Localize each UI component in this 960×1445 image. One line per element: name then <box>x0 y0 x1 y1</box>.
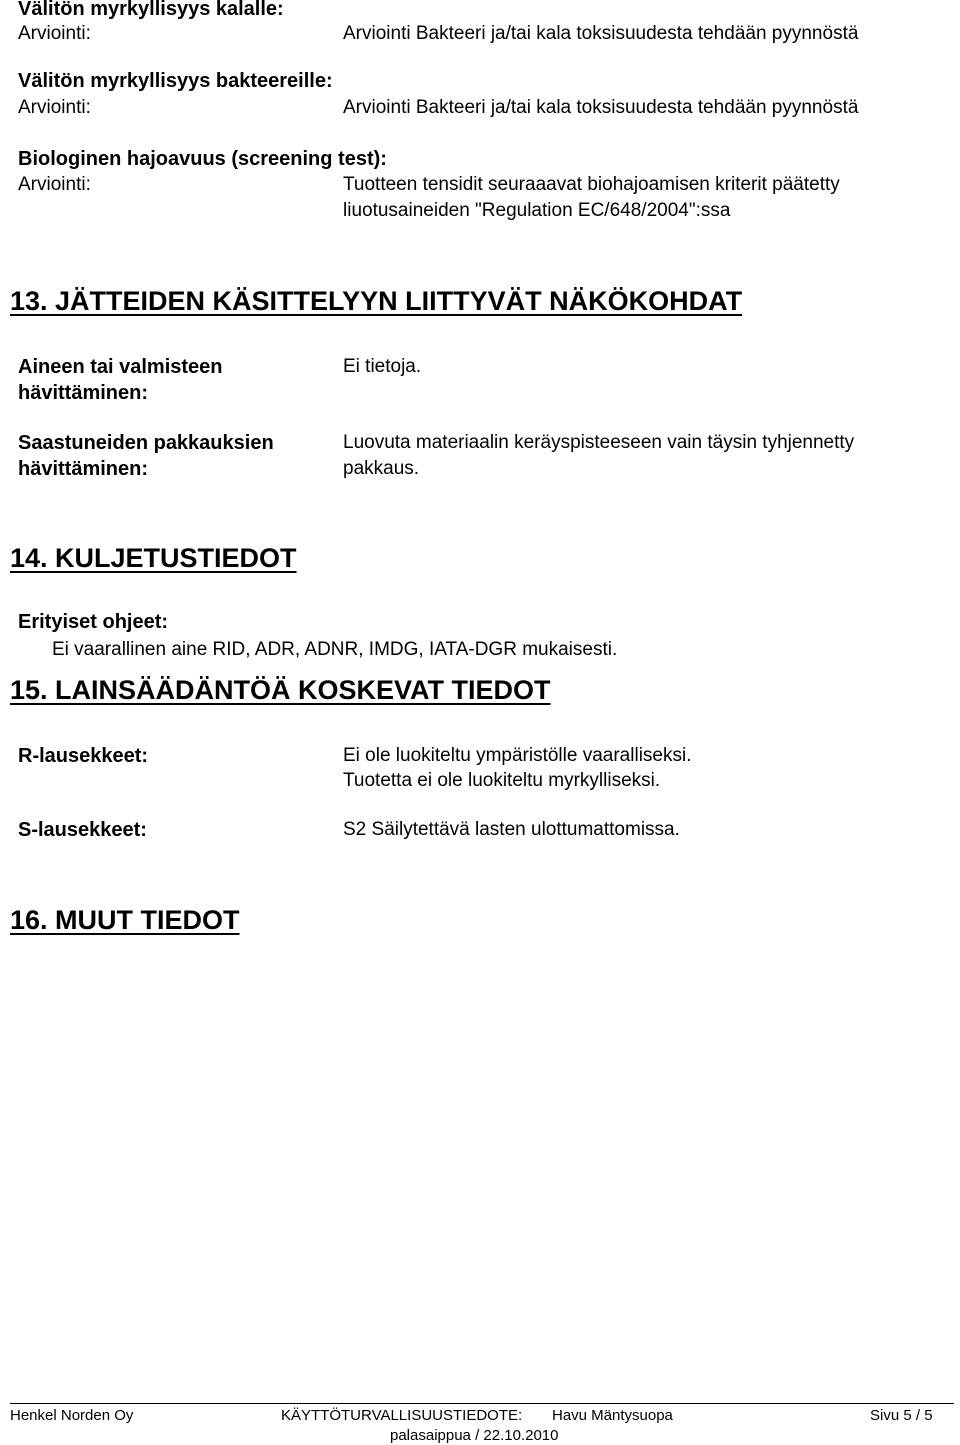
section-16-title: 16. MUUT TIEDOT <box>10 905 240 935</box>
disposal-packaging-value-line1: Luovuta materiaalin keräyspisteeseen vain täysin tyhjennetty <box>343 432 855 453</box>
footer-page-total: 5 <box>924 1407 933 1424</box>
s-phrases-value: S2 Säilytettävä lasten ulottumattomissa. <box>343 819 680 840</box>
biodegradability-label: Arviointi: <box>18 174 91 195</box>
footer-page-number <box>870 1407 933 1425</box>
transport-instructions-text: Ei vaarallinen aine RID, ADR, ADNR, IMDG, IATA-DGR mukaisesti. <box>52 639 618 660</box>
fish-toxicity-value: Arviointi Bakteeri ja/tai kala toksisuudesta tehdään pyynnöstä <box>343 23 859 44</box>
footer-company: Henkel Norden Oy <box>10 1407 134 1424</box>
disposal-packaging-label-line1: Saastuneiden pakkauksien <box>18 432 274 454</box>
s-phrases-label: S-lausekkeet: <box>18 819 147 841</box>
disposal-packaging-value-line2: pakkaus. <box>343 458 420 479</box>
r-phrases-value-line2: Tuotetta ei ole luokiteltu myrkylliseksi. <box>343 770 661 791</box>
disposal-product-value: Ei tietoja. <box>343 356 422 377</box>
r-phrases-value-line1: Ei ole luokiteltu ympäristölle vaaralliseksi. <box>343 745 692 766</box>
r-phrases-label: R-lausekkeet: <box>18 745 149 767</box>
transport-instructions-label: Erityiset ohjeet: <box>18 611 169 633</box>
footer-product-line2: palasaippua / 22.10.2010 <box>390 1427 559 1444</box>
section-14-title: 14. KULJETUSTIEDOT <box>10 543 297 573</box>
fish-toxicity-label: Arviointi: <box>18 23 91 44</box>
disposal-packaging-label-line2: hävittäminen: <box>18 458 149 480</box>
footer-page-label: Sivu <box>870 1407 900 1424</box>
biodegradability-value-line2: liuotusaineiden "Regulation EC/648/2004":ssa <box>343 200 731 221</box>
footer-page-current: 5 <box>903 1407 912 1424</box>
section-15-title: 15. LAINSÄÄDÄNTÖÄ KOSKEVAT TIEDOT <box>10 675 551 705</box>
footer-doc-type: KÄYTTÖTURVALLISUUSTIEDOTE: <box>281 1407 523 1424</box>
footer-product-line1: Havu Mäntysuopa <box>552 1407 673 1424</box>
biodegradability-heading: Biologinen hajoavuus (screening test): <box>18 148 387 170</box>
bacteria-toxicity-value: Arviointi Bakteeri ja/tai kala toksisuudesta tehdään pyynnöstä <box>343 97 859 118</box>
bacteria-toxicity-heading: Välitön myrkyllisyys bakteereille: <box>18 70 333 92</box>
bacteria-toxicity-label: Arviointi: <box>18 97 91 118</box>
disposal-product-label-line1: Aineen tai valmisteen <box>18 356 223 378</box>
footer-divider <box>10 1403 954 1404</box>
biodegradability-value-line1: Tuotteen tensidit seuraaavat biohajoamisen kriterit päätetty <box>343 174 840 195</box>
footer-page-separator: / <box>915 1407 921 1424</box>
fish-toxicity-heading: Välitön myrkyllisyys kalalle: <box>18 0 284 20</box>
disposal-product-label-line2: hävittäminen: <box>18 382 149 404</box>
section-13-title: 13. JÄTTEIDEN KÄSITTELYYN LIITTYVÄT NÄKÖKOHDAT <box>10 286 743 316</box>
